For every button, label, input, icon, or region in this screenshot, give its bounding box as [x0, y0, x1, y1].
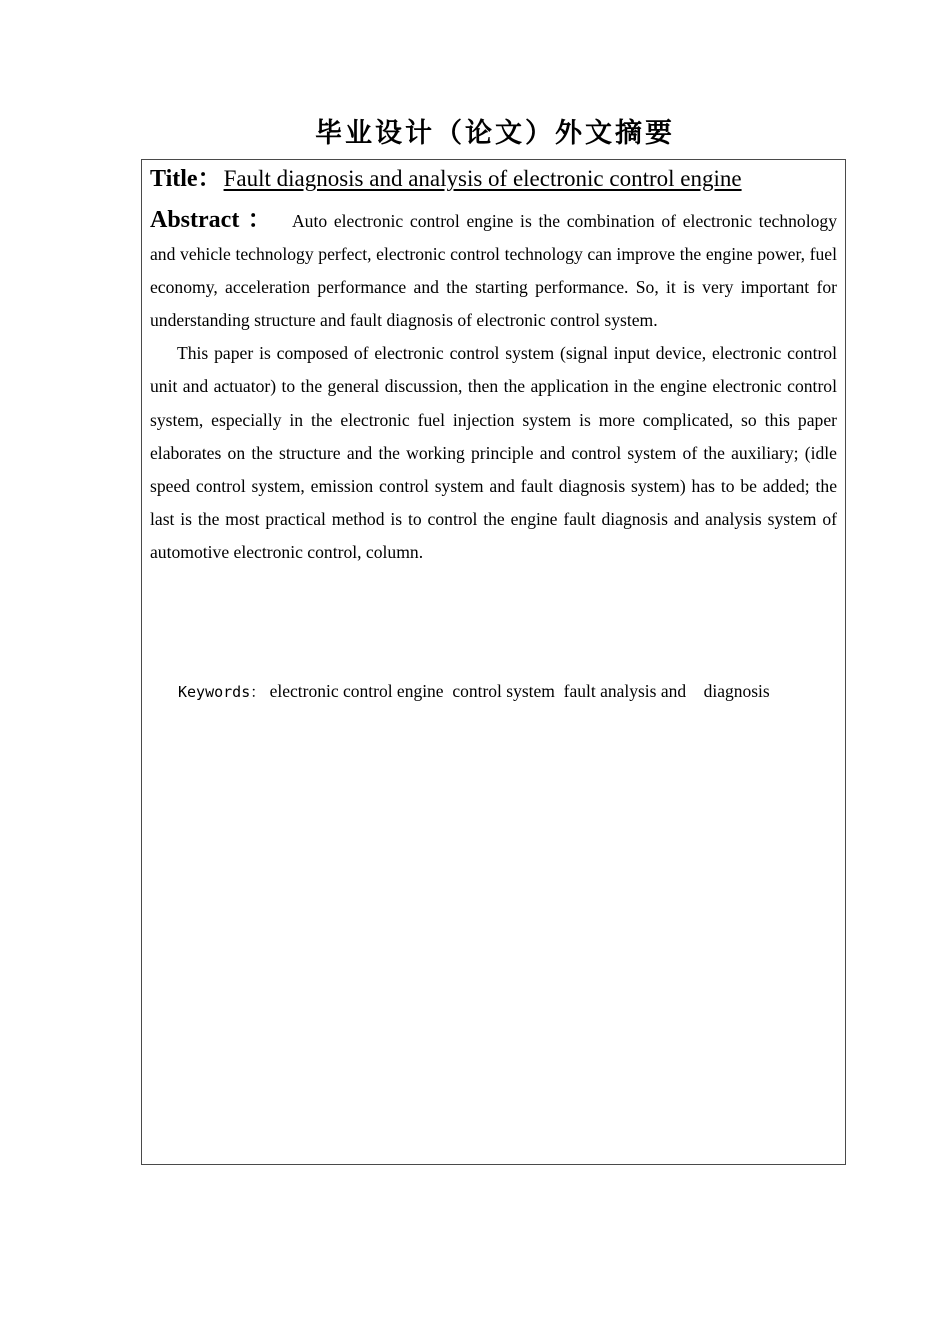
thesis-title: Fault diagnosis and analysis of electronic control engine — [223, 166, 742, 191]
abstract-content — [150, 160, 837, 569]
abstract-paragraph-1 — [150, 204, 837, 337]
title-label: Title： — [150, 166, 222, 192]
abstract-text-1: Auto electronic control engine is the combination of electronic technology and vehicle technology perfect, electronic control technology can improve the engine power, fuel economy, acceleration performance and the starting performance. So, it is very important for understanding structure and fault diagnosis of electronic control system. — [150, 211, 837, 331]
keywords-value: electronic control engine control system fault analysis and diagnosis — [265, 681, 770, 701]
keywords-label: Keywords： — [178, 683, 266, 701]
keywords-line — [178, 678, 770, 705]
page-heading: 毕业设计（论文）外文摘要 — [315, 118, 675, 149]
abstract-label: Abstract ： — [150, 207, 274, 233]
title-line — [150, 160, 837, 198]
abstract-paragraph-2: This paper is composed of electronic control system (signal input device, electronic control unit and actuator) to the general discussion, then the application in the engine electronic control system, especially in the electronic fuel injection system is more complicated, so this paper elaborates on the structure and the working principle and control system of the auxiliary; (idle speed control system, emission control system and fault diagnosis system) has to be added; the last is the most practical method is to control the engine fault diagnosis and analysis system of automotive electronic control, column. — [150, 343, 837, 562]
